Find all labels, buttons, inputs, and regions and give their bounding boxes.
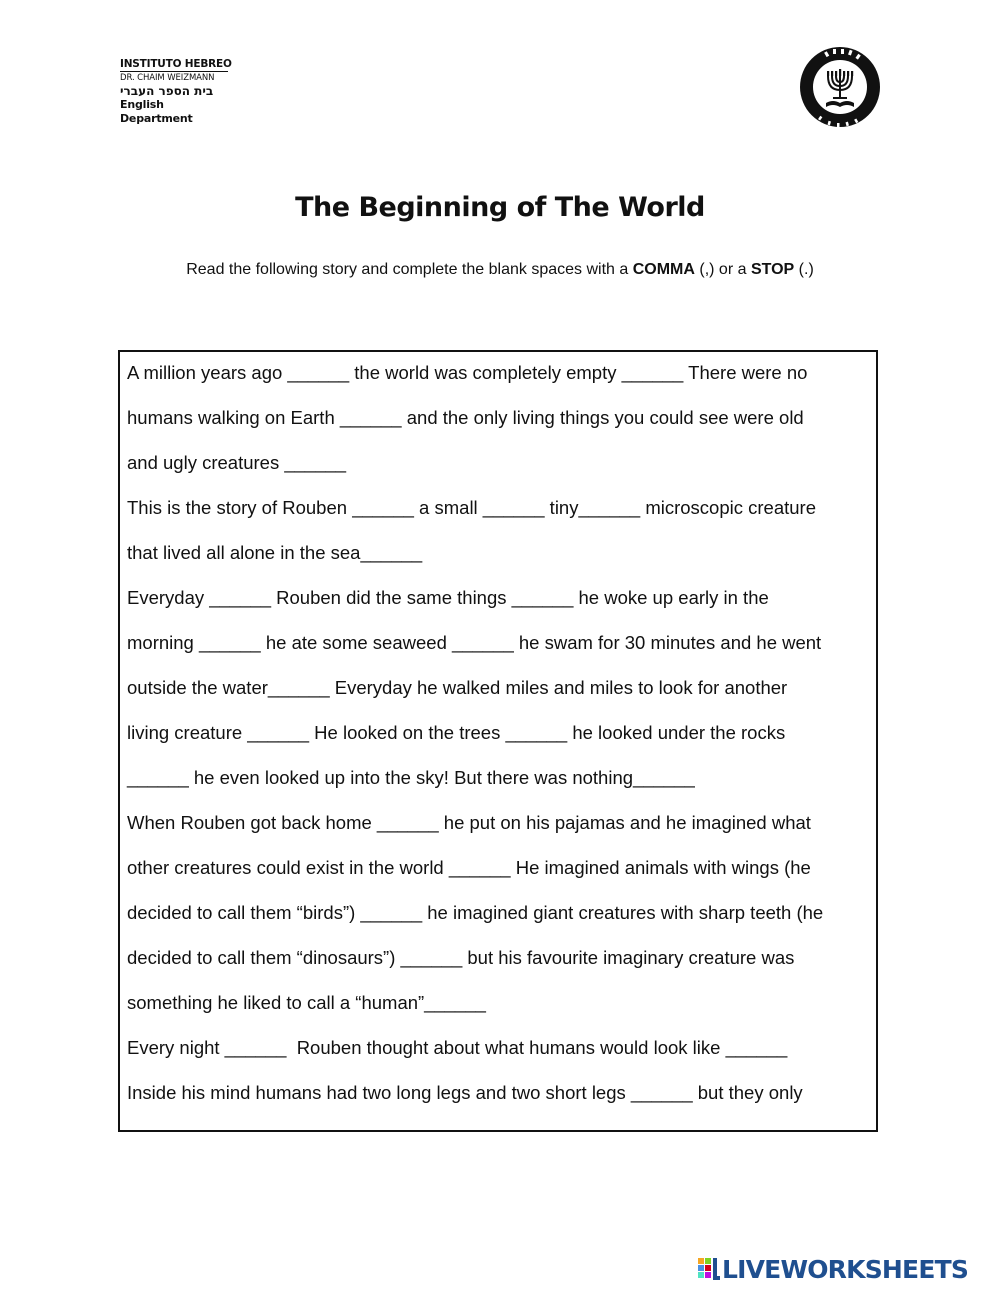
instructions-mid: (,) or a <box>694 261 751 278</box>
story-line-9: living creature ______ He looked on the trees ______ he looked under the rocks <box>127 722 786 743</box>
instructions <box>0 261 1000 279</box>
story-line-6: Everyday ______ Rouben did the same things ______ he woke up early in the <box>127 587 769 608</box>
story-line-2: humans walking on Earth ______ and the only living things you could see were old <box>127 407 804 428</box>
school-logo <box>120 58 235 126</box>
story-line-3: and ugly creatures ______ <box>127 452 347 473</box>
story-line-16: Every night ______ Rouben thought about what humans would look like ______ <box>127 1037 788 1058</box>
story-line-17: Inside his mind humans had two long legs and two short legs ______ but they only <box>127 1082 803 1103</box>
instructions-suffix: (.) <box>794 261 814 278</box>
liveworksheets-brand: LIVEWORKSHEETS <box>722 1255 969 1284</box>
logo-divider <box>120 71 228 72</box>
school-hebrew-name: בית הספר העברי <box>120 84 214 98</box>
school-name-line2: DR. CHAIM WEIZMANN <box>120 73 215 83</box>
story-line-1: A million years ago ______ the world was completely empty ______ There were no <box>127 362 808 383</box>
story-line-13: decided to call them “birds”) ______ he imagined giant creatures with sharp teeth (he <box>127 902 824 923</box>
story-line-11: When Rouben got back home ______ he put on his pajamas and he imagined what <box>127 812 811 833</box>
story-line-15: something he liked to call a “human”______ <box>127 992 486 1013</box>
worksheet-title: The Beginning of The World <box>295 192 705 223</box>
instructions-comma: COMMA <box>632 261 695 278</box>
instructions-prefix: Read the following story and complete the blank spaces with a <box>186 261 633 278</box>
story-line-8: outside the water______ Everyday he walked miles and miles to look for another <box>127 677 788 698</box>
liveworksheets-footer <box>698 1256 998 1284</box>
story-line-10: ______ he even looked up into the sky! But there was nothing______ <box>127 767 695 788</box>
story-line-5: that lived all alone in the sea______ <box>127 542 423 563</box>
story-line-4: This is the story of Rouben ______ a small ______ tiny______ microscopic creature <box>127 497 816 518</box>
story-line-14: decided to call them “dinosaurs”) ______ but his favourite imaginary creature was <box>127 947 795 968</box>
liveworksheets-logo-icon <box>698 1258 720 1282</box>
instructions-stop: STOP <box>750 261 795 278</box>
story-line-7: morning ______ he ate some seaweed ______ he swam for 30 minutes and he went <box>127 632 822 653</box>
story-line-12: other creatures could exist in the world ______ He imagined animals with wings (he <box>127 857 811 878</box>
school-name-line1: INSTITUTO HEBREO <box>120 58 232 70</box>
story-box <box>118 350 878 1132</box>
department-name: English Department <box>120 98 193 125</box>
menorah-seal-icon <box>799 46 881 128</box>
